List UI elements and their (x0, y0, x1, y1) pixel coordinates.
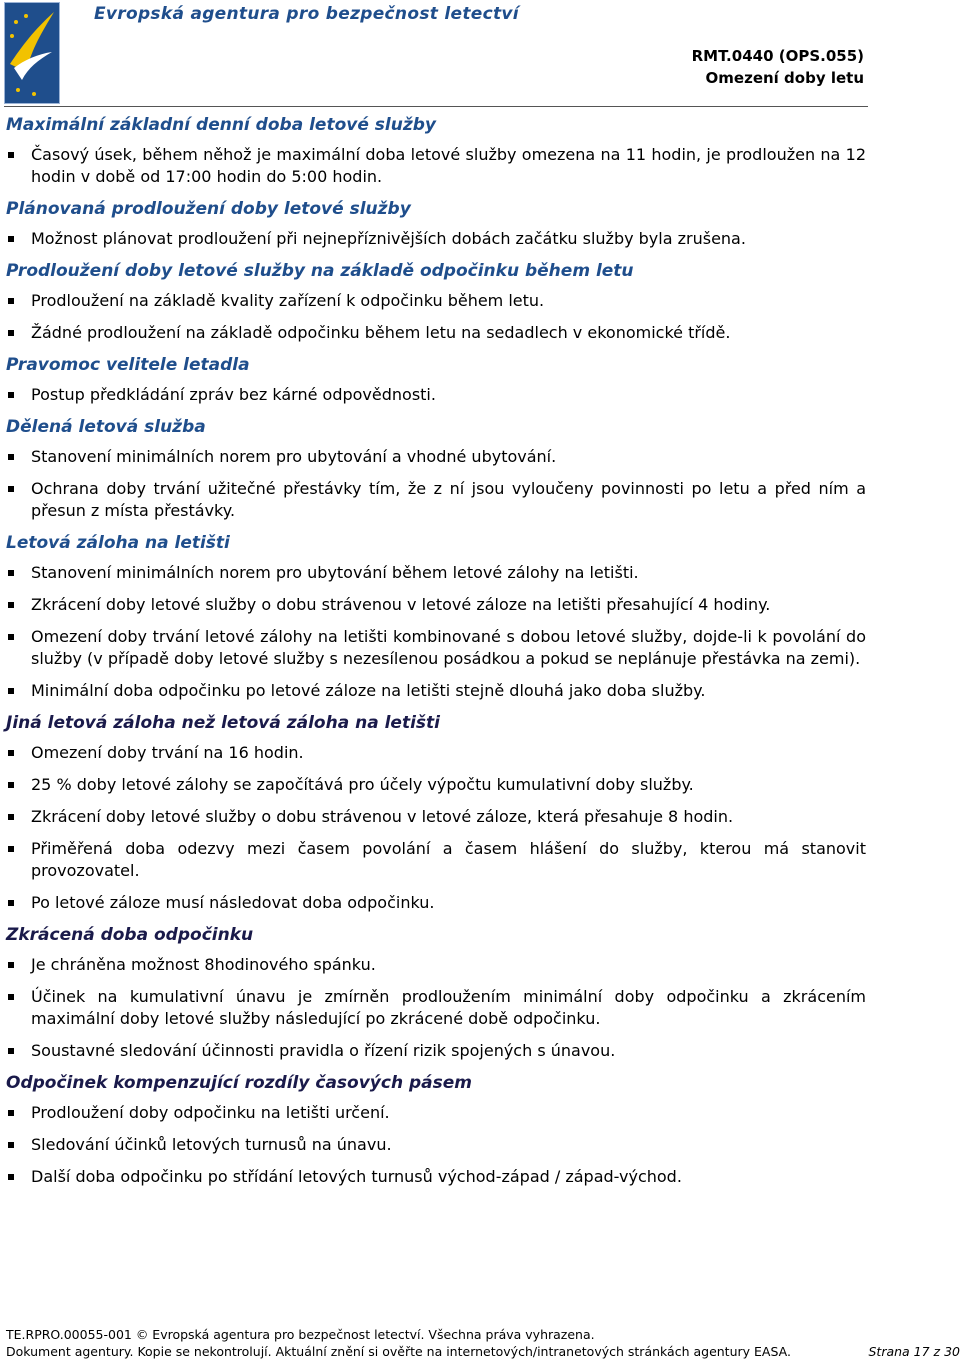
section (6, 198, 866, 250)
list-item (6, 986, 866, 1030)
square-bullet-icon (8, 330, 14, 336)
bullet-list (6, 446, 866, 522)
square-bullet-icon (8, 900, 14, 906)
bullet-list (6, 954, 866, 1062)
bullet-list (6, 228, 866, 250)
list-item-text: Omezení doby trvání na 16 hodin. (31, 743, 304, 762)
list-item (6, 384, 866, 406)
list-item (6, 144, 866, 188)
list-item-text: Ochrana doby trvání užitečné přestávky tím, že z ní jsou vyloučeny povinnosti po letu a před ním a přesun z místa přestávky. (31, 479, 866, 520)
list-item-text: Další doba odpočinku po střídání letových turnusů východ-západ / západ-východ. (31, 1167, 682, 1186)
list-item-text: Zkrácení doby letové služby o dobu strávenou v letové záloze, která přesahuje 8 hodin. (31, 807, 734, 826)
ref-code: RMT.0440 (OPS.055) (691, 47, 864, 65)
page-number: Strana 17 z 30 (868, 1344, 960, 1359)
list-item-text: Prodloužení doby odpočinku na letišti určení. (31, 1103, 390, 1122)
section (6, 260, 866, 344)
section-gap (6, 250, 866, 260)
square-bullet-icon (8, 962, 14, 968)
section-gap (6, 914, 866, 924)
section (6, 416, 866, 522)
list-item-text: 25 % doby letové zálohy se započítává pro účely výpočtu kumulativní doby služby. (31, 775, 694, 794)
square-bullet-icon (8, 152, 14, 158)
list-item-text: Prodloužení na základě kvality zařízení k odpočinku během letu. (31, 291, 545, 310)
list-item (6, 1134, 866, 1156)
section-heading: Pravomoc velitele letadla (6, 355, 250, 375)
easa-logo (4, 2, 60, 104)
list-item-text: Je chráněna možnost 8hodinového spánku. (31, 955, 376, 974)
square-bullet-icon (8, 298, 14, 304)
square-bullet-icon (8, 236, 14, 242)
list-item-text: Stanovení minimálních norem pro ubytování během letové zálohy na letišti. (31, 563, 639, 582)
list-item-text: Žádné prodloužení na základě odpočinku během letu na sedadlech v ekonomické třídě. (31, 323, 731, 342)
square-bullet-icon (8, 814, 14, 820)
list-item-text: Soustavné sledování účinnosti pravidla o řízení rizik spojených s únavou. (31, 1041, 616, 1060)
list-item-text: Zkrácení doby letové služby o dobu strávenou v letové záloze na letišti přesahující 4 hodiny. (31, 595, 771, 614)
section-heading: Dělená letová služba (6, 417, 206, 437)
square-bullet-icon (8, 782, 14, 788)
list-item (6, 892, 866, 914)
square-bullet-icon (8, 1174, 14, 1180)
page-header (0, 0, 960, 108)
square-bullet-icon (8, 846, 14, 852)
section (6, 1072, 866, 1188)
list-item (6, 626, 866, 670)
square-bullet-icon (8, 570, 14, 576)
list-item-text: Možnost plánovat prodloužení při nejnepříznivějších dobách začátku služby byla zrušena. (31, 229, 746, 248)
square-bullet-icon (8, 486, 14, 492)
list-item (6, 1166, 866, 1188)
square-bullet-icon (8, 750, 14, 756)
section-heading: Odpočinek kompenzující rozdíly časových pásem (6, 1073, 472, 1093)
square-bullet-icon (8, 634, 14, 640)
square-bullet-icon (8, 392, 14, 398)
list-item-text: Po letové záloze musí následovat doba odpočinku. (31, 893, 435, 912)
footer-copyright: TE.RPRO.00055-001 © Evropská agentura pro bezpečnost letectví. Všechna práva vyhrazena. (6, 1327, 595, 1342)
section-heading: Plánovaná prodloužení doby letové služby (6, 199, 411, 219)
header-divider (4, 106, 868, 107)
section-heading: Prodloužení doby letové služby na základě odpočinku během letu (6, 261, 634, 281)
document-body (6, 114, 866, 1188)
section-gap (6, 522, 866, 532)
list-item (6, 838, 866, 882)
agency-name: Evropská agentura pro bezpečnost letectví (94, 4, 519, 24)
list-item (6, 290, 866, 312)
document-reference (692, 45, 864, 89)
section-gap (6, 344, 866, 354)
section-gap (6, 188, 866, 198)
list-item-text: Omezení doby trvání letové zálohy na letišti kombinované s dobou letové služby, dojde-li k povolání do služby (v případě doby letové služby s nezesílenou posádkou a pokud se neplánuje přestávka na zemi). (31, 627, 866, 668)
list-item (6, 478, 866, 522)
section (6, 114, 866, 188)
square-bullet-icon (8, 1142, 14, 1148)
list-item-text: Stanovení minimálních norem pro ubytování a vhodné ubytování. (31, 447, 557, 466)
list-item (6, 774, 866, 796)
list-item (6, 954, 866, 976)
bullet-list (6, 1102, 866, 1188)
list-item (6, 1102, 866, 1124)
square-bullet-icon (8, 454, 14, 460)
square-bullet-icon (8, 602, 14, 608)
list-item-text: Sledování účinků letových turnusů na únavu. (31, 1135, 392, 1154)
bullet-list (6, 144, 866, 188)
list-item (6, 680, 866, 702)
section (6, 532, 866, 702)
list-item (6, 742, 866, 764)
list-item (6, 1040, 866, 1062)
section-heading: Zkrácená doba odpočinku (6, 925, 254, 945)
section (6, 354, 866, 406)
square-bullet-icon (8, 688, 14, 694)
list-item (6, 228, 866, 250)
bullet-list (6, 742, 866, 914)
list-item-text: Minimální doba odpočinku po letové záloze na letišti stejně dlouhá jako doba služby. (31, 681, 706, 700)
bullet-list (6, 384, 866, 406)
list-item-text: Účinek na kumulativní únavu je zmírněn prodloužením minimální doby odpočinku a zkrácením maximální doby letové služby následující po zkrácené době odpočinku. (31, 987, 866, 1028)
bullet-list (6, 562, 866, 702)
section-heading: Maximální základní denní doba letové služby (6, 115, 436, 135)
list-item-text: Přiměřená doba odezvy mezi časem povolání a časem hlášení do služby, kterou má stanovit provozovatel. (31, 839, 866, 880)
section-heading: Letová záloha na letišti (6, 533, 230, 553)
section-gap (6, 702, 866, 712)
square-bullet-icon (8, 1048, 14, 1054)
section (6, 924, 866, 1062)
square-bullet-icon (8, 1110, 14, 1116)
list-item-text: Postup předkládání zpráv bez kárné odpovědnosti. (31, 385, 436, 404)
section-heading: Jiná letová záloha než letová záloha na letišti (6, 713, 440, 733)
section (6, 712, 866, 914)
section-gap (6, 406, 866, 416)
list-item (6, 806, 866, 828)
list-item (6, 446, 866, 468)
footer-disclaimer: Dokument agentury. Kopie se nekontrolují. Aktuální znění si ověřte na internetových/intranetových stránkách agentury EASA. (6, 1344, 791, 1359)
list-item (6, 594, 866, 616)
list-item (6, 322, 866, 344)
section-gap (6, 1062, 866, 1072)
list-item (6, 562, 866, 584)
list-item-text: Časový úsek, během něhož je maximální doba letové služby omezena na 11 hodin, je prodloužen na 12 hodin v době od 17:00 hodin do 5:00 hodin. (31, 145, 866, 186)
ref-title: Omezení doby letu (705, 69, 864, 87)
bullet-list (6, 290, 866, 344)
page-footer (6, 1326, 960, 1360)
square-bullet-icon (8, 994, 14, 1000)
